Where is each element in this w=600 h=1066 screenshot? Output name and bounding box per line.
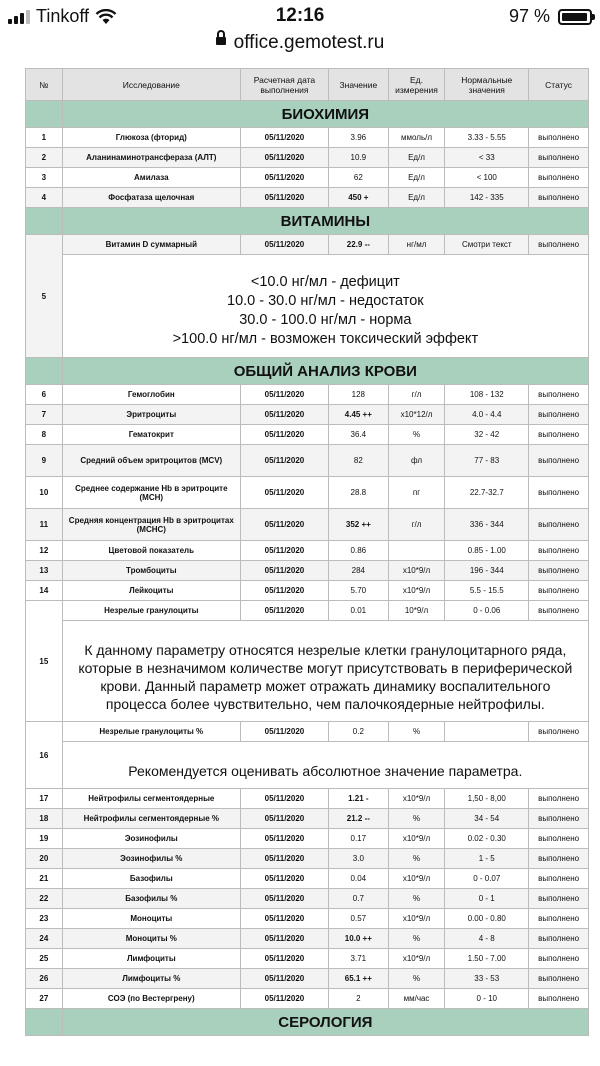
immature-granulocytes-note: К данному параметру относятся незрелые клетки гранулоцитарного ряда, которые в незначимом количестве могут присутствовать в периферической крови. Данный параметр может отражать динамику воспалительного процесса более чувствительно, чем палочкоядерные нейтрофилы. <box>62 621 588 722</box>
test-name: Витамин D суммарный <box>62 235 240 255</box>
note-row <box>26 621 589 722</box>
test-unit: % <box>388 722 445 742</box>
test-unit: ммоль/л <box>388 128 445 148</box>
test-date: 05/11/2020 <box>240 909 328 929</box>
test-status: выполнено <box>529 188 589 208</box>
table-row <box>26 561 589 581</box>
col-number: № <box>26 69 63 101</box>
test-status: выполнено <box>529 561 589 581</box>
test-date: 05/11/2020 <box>240 235 328 255</box>
note-line: 30.0 - 100.0 нг/мл - норма <box>239 312 412 328</box>
table-row <box>26 929 589 949</box>
test-name: Амилаза <box>62 168 240 188</box>
url-text: office.gemotest.ru <box>233 32 385 53</box>
test-status: выполнено <box>529 849 589 869</box>
test-status: выполнено <box>529 541 589 561</box>
test-name: Гематокрит <box>62 425 240 445</box>
test-value: 450 + <box>328 188 388 208</box>
test-value: 22.9 -- <box>328 235 388 255</box>
row-number: 11 <box>26 509 63 541</box>
test-status: выполнено <box>529 128 589 148</box>
test-status: выполнено <box>529 168 589 188</box>
test-value: 1.21 - <box>328 789 388 809</box>
lock-icon <box>216 37 226 45</box>
battery-percent: 97 % <box>508 6 550 26</box>
test-unit: мм/час <box>388 989 445 1009</box>
row-number: 27 <box>26 989 63 1009</box>
table-row <box>26 849 589 869</box>
test-norm: 0 - 0.07 <box>445 869 529 889</box>
test-value: 10.0 ++ <box>328 929 388 949</box>
test-name: Аланинаминотрансфераза (АЛТ) <box>62 148 240 168</box>
test-date: 05/11/2020 <box>240 809 328 829</box>
test-value: 3.0 <box>328 849 388 869</box>
test-date: 05/11/2020 <box>240 949 328 969</box>
table-row <box>26 581 589 601</box>
test-date: 05/11/2020 <box>240 385 328 405</box>
test-name: Средняя концентрация Hb в эритроцитах (MCHC) <box>62 509 240 541</box>
row-number: 2 <box>26 148 63 168</box>
test-value: 21.2 -- <box>328 809 388 829</box>
table-row <box>26 869 589 889</box>
test-name: Среднее содержание Hb в эритроците (MCH) <box>62 477 240 509</box>
test-unit: г/л <box>388 509 445 541</box>
test-status: выполнено <box>529 385 589 405</box>
test-value: 3.96 <box>328 128 388 148</box>
row-number: 1 <box>26 128 63 148</box>
test-norm: 0 - 0.06 <box>445 601 529 621</box>
row-number: 18 <box>26 809 63 829</box>
table-row <box>26 425 589 445</box>
col-date: Расчетная дата выполнения <box>240 69 328 101</box>
test-date: 05/11/2020 <box>240 829 328 849</box>
row-number: 24 <box>26 929 63 949</box>
test-name: Базофилы <box>62 869 240 889</box>
test-value: 3.71 <box>328 949 388 969</box>
test-unit: x10*9/л <box>388 789 445 809</box>
test-status: выполнено <box>529 581 589 601</box>
table-row <box>26 989 589 1009</box>
address-bar[interactable] <box>0 30 600 58</box>
test-date: 05/11/2020 <box>240 425 328 445</box>
test-unit: 10*9/л <box>388 601 445 621</box>
row-number: 19 <box>26 829 63 849</box>
row-number: 22 <box>26 889 63 909</box>
test-name: Незрелые гранулоциты <box>62 601 240 621</box>
table-row <box>26 789 589 809</box>
row-number: 4 <box>26 188 63 208</box>
row-number: 9 <box>26 445 63 477</box>
battery-info <box>509 6 592 27</box>
test-unit: x10*9/л <box>388 581 445 601</box>
test-date: 05/11/2020 <box>240 148 328 168</box>
test-unit: x10*9/л <box>388 909 445 929</box>
test-name: Гемоглобин <box>62 385 240 405</box>
table-row <box>26 445 589 477</box>
test-value: 0.7 <box>328 889 388 909</box>
table-row <box>26 235 589 255</box>
test-date: 05/11/2020 <box>240 405 328 425</box>
carrier-name: Tinkoff <box>36 6 90 26</box>
test-name: Незрелые гранулоциты % <box>62 722 240 742</box>
test-status: выполнено <box>529 477 589 509</box>
test-value: 0.57 <box>328 909 388 929</box>
test-norm: 33 - 53 <box>445 969 529 989</box>
test-value: 352 ++ <box>328 509 388 541</box>
test-date: 05/11/2020 <box>240 889 328 909</box>
row-number: 20 <box>26 849 63 869</box>
test-date: 05/11/2020 <box>240 601 328 621</box>
test-unit: % <box>388 889 445 909</box>
test-value: 62 <box>328 168 388 188</box>
test-norm: 142 - 335 <box>445 188 529 208</box>
test-status: выполнено <box>529 909 589 929</box>
section-title: БИОХИМИЯ <box>62 101 588 128</box>
test-date: 05/11/2020 <box>240 477 328 509</box>
test-unit: Ед/л <box>388 188 445 208</box>
test-unit: % <box>388 969 445 989</box>
row-number: 6 <box>26 385 63 405</box>
test-value: 65.1 ++ <box>328 969 388 989</box>
test-unit: % <box>388 425 445 445</box>
note-line: >100.0 нг/мл - возможен токсический эффект <box>172 331 479 347</box>
test-name: Эритроциты <box>62 405 240 425</box>
note-line: 10.0 - 30.0 нг/мл - недостаток <box>227 293 424 309</box>
test-norm: 34 - 54 <box>445 809 529 829</box>
test-unit: пг <box>388 477 445 509</box>
test-unit: x10*9/л <box>388 949 445 969</box>
test-name: СОЭ (по Вестергрену) <box>62 989 240 1009</box>
section-title: ВИТАМИНЫ <box>62 208 588 235</box>
test-status: выполнено <box>529 829 589 849</box>
test-name: Нейтрофилы сегментоядерные <box>62 789 240 809</box>
row-number: 5 <box>26 235 63 358</box>
table-row <box>26 405 589 425</box>
test-status: выполнено <box>529 929 589 949</box>
test-unit: x10*9/л <box>388 561 445 581</box>
test-name: Моноциты % <box>62 929 240 949</box>
row-number: 15 <box>26 601 63 722</box>
test-norm: < 100 <box>445 168 529 188</box>
row-number: 3 <box>26 168 63 188</box>
row-number: 7 <box>26 405 63 425</box>
test-norm: 3.33 - 5.55 <box>445 128 529 148</box>
test-date: 05/11/2020 <box>240 509 328 541</box>
table-row <box>26 188 589 208</box>
test-date: 05/11/2020 <box>240 722 328 742</box>
col-status: Статус <box>529 69 589 101</box>
test-unit <box>388 541 445 561</box>
table-row <box>26 969 589 989</box>
table-header <box>26 69 589 101</box>
test-value: 10.9 <box>328 148 388 168</box>
test-date: 05/11/2020 <box>240 969 328 989</box>
table-row <box>26 601 589 621</box>
test-norm: 77 - 83 <box>445 445 529 477</box>
test-value: 0.01 <box>328 601 388 621</box>
table-row <box>26 829 589 849</box>
test-date: 05/11/2020 <box>240 581 328 601</box>
clock: 12:16 <box>275 5 325 26</box>
test-name: Цветовой показатель <box>62 541 240 561</box>
test-status: выполнено <box>529 809 589 829</box>
section-header <box>26 358 589 385</box>
test-date: 05/11/2020 <box>240 561 328 581</box>
test-unit: нг/мл <box>388 235 445 255</box>
test-status: выполнено <box>529 969 589 989</box>
row-number: 14 <box>26 581 63 601</box>
test-date: 05/11/2020 <box>240 128 328 148</box>
test-name: Средний объем эритроцитов (MCV) <box>62 445 240 477</box>
test-name: Тромбоциты <box>62 561 240 581</box>
table-row <box>26 385 589 405</box>
test-name: Лимфоциты <box>62 949 240 969</box>
test-status: выполнено <box>529 445 589 477</box>
test-name: Моноциты <box>62 909 240 929</box>
note-row <box>26 255 589 358</box>
section-header <box>26 101 589 128</box>
test-date: 05/11/2020 <box>240 168 328 188</box>
col-value: Значение <box>328 69 388 101</box>
test-norm: 1,50 - 8,00 <box>445 789 529 809</box>
table-row <box>26 541 589 561</box>
note-row <box>26 742 589 789</box>
col-norm: Нормальные значения <box>445 69 529 101</box>
section-header <box>26 1009 589 1036</box>
test-norm: 1 - 5 <box>445 849 529 869</box>
test-status: выполнено <box>529 509 589 541</box>
results-table-container[interactable] <box>25 68 589 1066</box>
section-title: ОБЩИЙ АНАЛИЗ КРОВИ <box>62 358 588 385</box>
test-value: 0.86 <box>328 541 388 561</box>
vitamin-d-note <box>62 255 588 358</box>
test-norm: 4.0 - 4.4 <box>445 405 529 425</box>
test-name: Базофилы % <box>62 889 240 909</box>
test-value: 36.4 <box>328 425 388 445</box>
test-norm: < 33 <box>445 148 529 168</box>
test-unit: Ед/л <box>388 168 445 188</box>
row-number: 21 <box>26 869 63 889</box>
test-name: Лимфоциты % <box>62 969 240 989</box>
test-norm: 336 - 344 <box>445 509 529 541</box>
test-norm: 4 - 8 <box>445 929 529 949</box>
table-row <box>26 168 589 188</box>
test-date: 05/11/2020 <box>240 188 328 208</box>
table-row <box>26 722 589 742</box>
test-norm <box>445 722 529 742</box>
test-date: 05/11/2020 <box>240 445 328 477</box>
test-date: 05/11/2020 <box>240 989 328 1009</box>
test-status: выполнено <box>529 405 589 425</box>
row-number: 12 <box>26 541 63 561</box>
test-unit: % <box>388 809 445 829</box>
section-title: СЕРОЛОГИЯ <box>62 1009 588 1036</box>
test-value: 82 <box>328 445 388 477</box>
test-norm: Смотри текст <box>445 235 529 255</box>
test-unit: x10*12/л <box>388 405 445 425</box>
test-status: выполнено <box>529 148 589 168</box>
row-number: 23 <box>26 909 63 929</box>
test-status: выполнено <box>529 601 589 621</box>
test-name: Глюкоза (фторид) <box>62 128 240 148</box>
section-header <box>26 208 589 235</box>
test-value: 0.2 <box>328 722 388 742</box>
row-number: 26 <box>26 969 63 989</box>
status-bar <box>0 0 600 30</box>
test-status: выполнено <box>529 989 589 1009</box>
test-status: выполнено <box>529 722 589 742</box>
test-norm: 196 - 344 <box>445 561 529 581</box>
table-row <box>26 148 589 168</box>
test-status: выполнено <box>529 889 589 909</box>
table-row <box>26 509 589 541</box>
test-status: выполнено <box>529 789 589 809</box>
test-value: 4.45 ++ <box>328 405 388 425</box>
immature-granulocytes-pct-note: Рекомендуется оценивать абсолютное значение параметра. <box>62 742 588 789</box>
test-norm: 0.02 - 0.30 <box>445 829 529 849</box>
test-norm: 32 - 42 <box>445 425 529 445</box>
test-value: 28.8 <box>328 477 388 509</box>
row-number: 10 <box>26 477 63 509</box>
row-number: 8 <box>26 425 63 445</box>
row-number: 16 <box>26 722 63 789</box>
test-date: 05/11/2020 <box>240 789 328 809</box>
test-date: 05/11/2020 <box>240 541 328 561</box>
test-unit: Ед/л <box>388 148 445 168</box>
test-norm: 0.85 - 1.00 <box>445 541 529 561</box>
test-unit: г/л <box>388 385 445 405</box>
test-unit: % <box>388 849 445 869</box>
test-norm: 0 - 1 <box>445 889 529 909</box>
row-number: 17 <box>26 789 63 809</box>
test-name: Нейтрофилы сегментоядерные % <box>62 809 240 829</box>
table-row <box>26 809 589 829</box>
test-norm: 0.00 - 0.80 <box>445 909 529 929</box>
test-status: выполнено <box>529 949 589 969</box>
test-date: 05/11/2020 <box>240 869 328 889</box>
col-test: Исследование <box>62 69 240 101</box>
results-table <box>25 68 589 1036</box>
test-norm: 108 - 132 <box>445 385 529 405</box>
row-number: 25 <box>26 949 63 969</box>
test-status: выполнено <box>529 869 589 889</box>
test-unit: фл <box>388 445 445 477</box>
test-unit: % <box>388 929 445 949</box>
test-unit: x10*9/л <box>388 829 445 849</box>
test-date: 05/11/2020 <box>240 929 328 949</box>
test-name: Лейкоциты <box>62 581 240 601</box>
test-value: 2 <box>328 989 388 1009</box>
test-unit: x10*9/л <box>388 869 445 889</box>
test-norm: 1.50 - 7.00 <box>445 949 529 969</box>
test-status: выполнено <box>529 425 589 445</box>
test-name: Эозинофилы % <box>62 849 240 869</box>
test-value: 0.04 <box>328 869 388 889</box>
table-row <box>26 128 589 148</box>
test-value: 128 <box>328 385 388 405</box>
test-name: Эозинофилы <box>62 829 240 849</box>
test-status: выполнено <box>529 235 589 255</box>
test-value: 5.70 <box>328 581 388 601</box>
test-value: 284 <box>328 561 388 581</box>
test-norm: 5.5 - 15.5 <box>445 581 529 601</box>
test-norm: 22.7-32.7 <box>445 477 529 509</box>
col-unit: Ед. измерения <box>388 69 445 101</box>
note-line: <10.0 нг/мл - дефицит <box>250 274 400 290</box>
table-row <box>26 949 589 969</box>
test-name: Фосфатаза щелочная <box>62 188 240 208</box>
battery-icon <box>558 9 592 25</box>
test-date: 05/11/2020 <box>240 849 328 869</box>
row-number: 13 <box>26 561 63 581</box>
table-row <box>26 477 589 509</box>
table-row <box>26 909 589 929</box>
test-norm: 0 - 10 <box>445 989 529 1009</box>
table-row <box>26 889 589 909</box>
test-value: 0.17 <box>328 829 388 849</box>
